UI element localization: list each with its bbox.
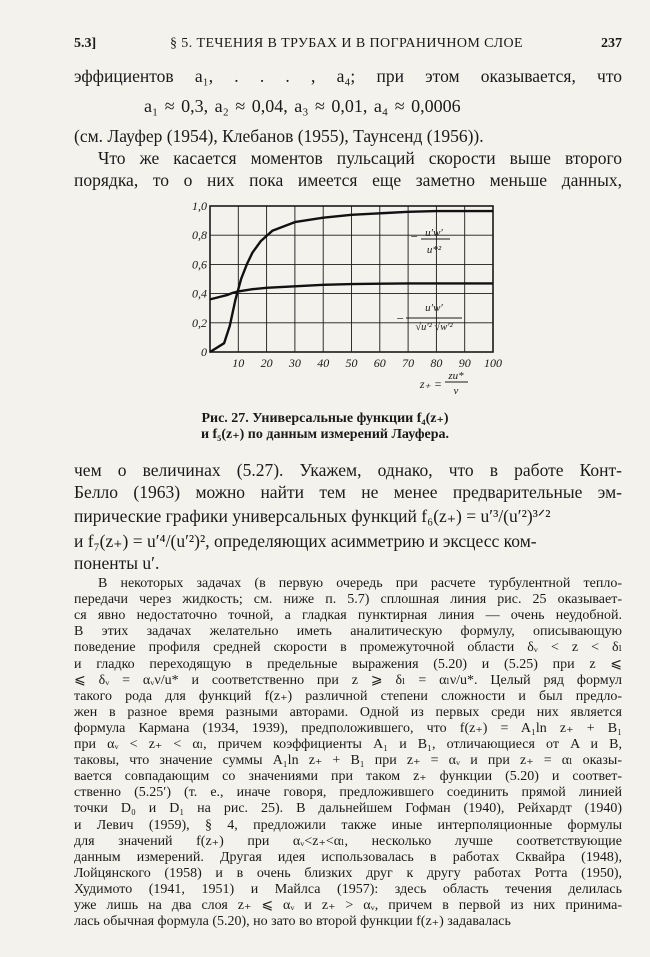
section-number: 5.3] <box>74 36 97 51</box>
small-text-line: Худимото (1941, 1951) и Майлса (1957): здесь область течения делилась <box>74 881 622 897</box>
upper-label-sign: − <box>409 229 419 244</box>
small-text-line: ся явно недостаточно точной, а гладкая пунктирная линия — очень неудобной. <box>74 608 622 624</box>
lower-label-denominator: √u′² √w′² <box>415 322 453 333</box>
text-line: чем о величинах (5.27). Укажем, однако, что в работе Конт- <box>74 460 622 480</box>
x-tick-label: 70 <box>402 356 415 370</box>
lower-label-sign: − <box>395 311 405 326</box>
small-text-line: ственно (5.25′) (т. е., иначе говоря, предложившего соединить прямой линией <box>74 785 622 801</box>
x-tick-label: 80 <box>430 356 443 370</box>
figure-caption-line2: и f₅(z₊) по данным измерений Лауфера. <box>200 427 450 442</box>
small-text-line: передачи через жидкость; см. ниже п. 5.7) сплошная линия рис. 25 оказывает- <box>74 592 622 608</box>
x-tick-label: 60 <box>373 356 386 370</box>
text-line: Белло (1963) можно найти тем не менее предварительные эм- <box>74 482 622 502</box>
upper-label-denominator: u*² <box>426 244 442 256</box>
y-tick-label: 1,0 <box>192 199 207 213</box>
chart-labels <box>396 227 468 397</box>
y-tick-label: 0,2 <box>192 315 207 330</box>
x-tick-label: 30 <box>288 356 301 370</box>
small-text-line: для значений f(z₊) при αᵥ<z₊<αₗ, несколько лучше соответствующие <box>74 833 622 849</box>
upper-label-numerator: u′w′ <box>425 227 443 239</box>
small-text-line: жен в разное время разными авторами. Одной из первых среди них является <box>74 704 622 720</box>
y-tick-label: 0 <box>201 345 207 359</box>
text-line: эффициентов a₁, . . . , a₄; при этом оказывается, что <box>74 66 622 86</box>
text-line: порядка, то о них пока имеется еще заметно меньше данных, <box>74 170 622 190</box>
text-line: (см. Лауфер (1954), Клебанов (1955), Таунсенд (1956)). <box>74 126 484 146</box>
x-tick-label: 100 <box>484 356 502 370</box>
small-text-line: вается совпадающим со значениями при таком z₊ функции (5.20) и соответ- <box>74 769 622 785</box>
lower-label-numerator: u′w′ <box>425 302 443 314</box>
running-title: § 5. ТЕЧЕНИЯ В ТРУБАХ И В ПОГРАНИЧНОМ СЛОЕ <box>170 36 523 51</box>
small-text-line: ⩽ δᵥ = αᵥν/u* и соответственно при z ⩾ δₗ = αₗν/u*. Целый ряд формул <box>74 672 622 688</box>
x-axis-label-lhs: z₊ = <box>419 377 442 391</box>
small-text-line: при αᵥ < z₊ < αₗ, причем коэффициенты A₁ и B₁, отличающиеся от A и B, <box>74 737 622 752</box>
text-line: Что же касается моментов пульсаций скорости выше второго <box>98 148 622 168</box>
small-text-line: и Левич (1959), § 4, предложили также иные интерполяционные формулы <box>74 817 622 833</box>
small-text-line: формула Кармана (1934, 1939), предположившего, что f(z₊) = A₁ln z₊ + B₁ <box>74 720 622 736</box>
small-text-line: и гладко переходящую в предельные выражения (5.20) и (5.25) при z ⩽ <box>74 656 622 672</box>
small-text-line: поведение профиля средней скорости в промежуточной области δᵥ < z < δₗ <box>74 640 622 656</box>
laufer-chart <box>192 196 512 401</box>
y-tick-label: 0,6 <box>192 257 207 272</box>
small-text-line: Лойцянского (1958) и в очень близких друг к другу работах Ротта (1950), <box>74 865 622 881</box>
small-text-line: лась обычная формула (5.20), но зато во второй функции f(z₊) задавалась <box>74 914 511 930</box>
x-tick-label: 90 <box>458 356 471 370</box>
x-tick-label: 40 <box>317 356 330 370</box>
small-text-line: данным измерений. Другая идея использовалась в работах Сквайра (1948), <box>74 849 622 865</box>
small-text-line: В этих задачах желательно иметь аналитическую формулу, описывающую <box>74 624 622 640</box>
x-tick-label: 10 <box>232 356 245 370</box>
small-text-line: таковы, что значение суммы A₁ln z₊ + B₁ при z₊ = αᵥ и при z₊ = αₗ оказы- <box>74 753 622 769</box>
running-header <box>74 36 622 56</box>
x-tick-label: 20 <box>260 356 273 370</box>
x-axis-label-numerator: zu* <box>448 370 464 382</box>
text-line: и f₇(z₊) = u′⁴/(u′²)², определяющих асимметрию и эксцесс ком- <box>74 531 537 551</box>
y-tick-label: 0,8 <box>192 228 207 243</box>
y-tick-label: 0,4 <box>192 286 207 301</box>
small-text-line: точки D₀ и D₁ на рис. 25). В дальнейшем Гофман (1940), Рейхардт (1940) <box>74 801 622 817</box>
page-number: 237 <box>601 36 622 51</box>
coefficients-formula: a₁ ≈ 0,3, a₂ ≈ 0,04, a₃ ≈ 0,01, a₄ ≈ 0,0006 <box>144 96 461 116</box>
x-tick-label: 50 <box>345 356 358 370</box>
text-line: поненты u′. <box>74 553 160 573</box>
x-axis-label-denominator: ν <box>453 385 459 397</box>
text-line: пирические графики универсальных функций f₆(z₊) = u′³/(u′²)³ᐟ² <box>74 506 551 526</box>
figure-caption-line1: Рис. 27. Универсальные функции f₄(z₊) <box>201 411 449 426</box>
small-text-line: В некоторых задачах (в первую очередь при расчете турбулентной тепло- <box>98 576 622 591</box>
small-text-line: уже лишь на два слоя z₊ ⩽ αᵥ и z₊ > αᵥ, причем в первой из них принима- <box>74 898 622 913</box>
small-text-line: такого рода для функций f(z₊) различной степени сложности и был предло- <box>74 688 622 704</box>
